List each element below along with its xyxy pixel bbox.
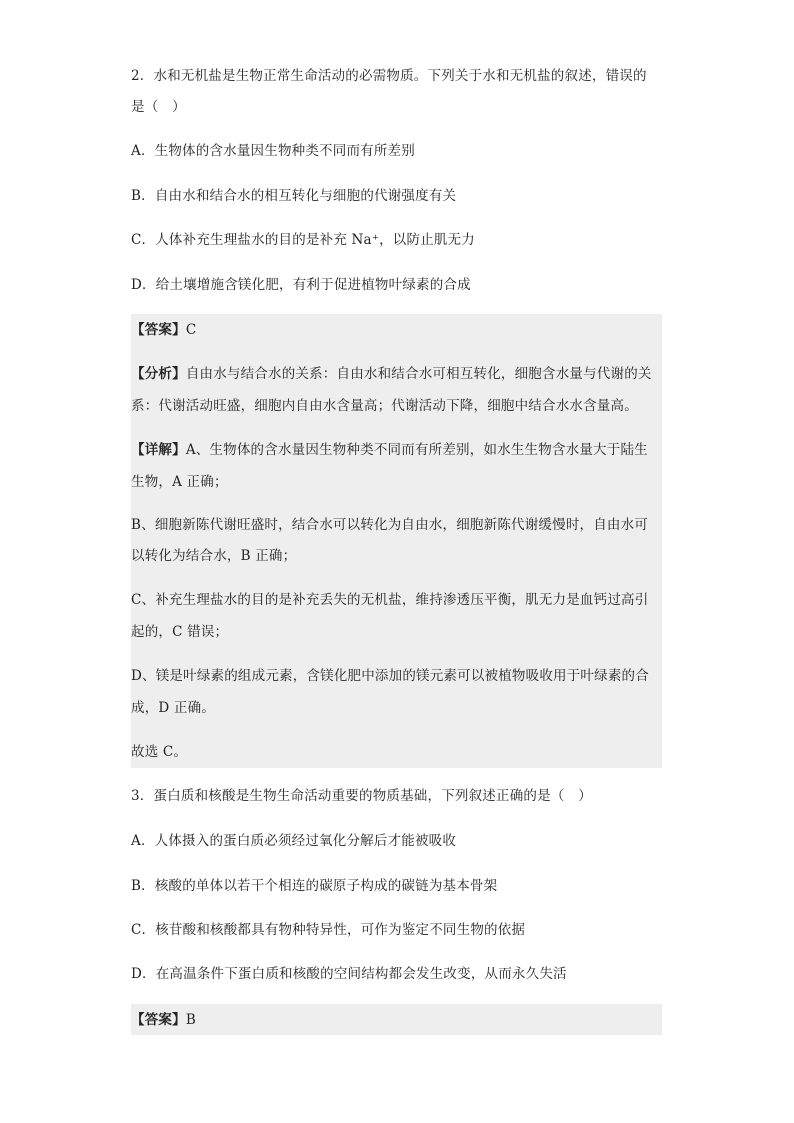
detail-text: A、生物体的含水量因生物种类不同而有所差别，如水生生物含水量大于陆生 (185, 442, 648, 458)
q2-detail-d1: D、镁是叶绿素的组成元素，含镁化肥中添加的镁元素可以被植物吸收用于叶绿素的合 (131, 668, 649, 684)
analysis-text: 自由水与结合水的关系：自由水和结合水可相互转化，细胞含水量与代谢的关 (185, 366, 652, 382)
answer-value: B (185, 1012, 196, 1028)
q2-option-a: A．生物体的含水量因生物种类不同而有所差别 (131, 143, 415, 159)
q3-option-d: D．在高温条件下蛋白质和核酸的空间结构都会发生改变，从而永久失活 (131, 966, 567, 982)
q3-option-b: B．核酸的单体以若干个相连的碳原子构成的碳链为基本骨架 (131, 878, 498, 894)
q2-detail-line1 (131, 440, 648, 460)
q2-detail-d2: 成，D 正确。 (131, 700, 216, 716)
q3-option-a: A．人体摄入的蛋白质必须经过氧化分解后才能被吸收 (131, 833, 457, 849)
q3-answer (131, 1010, 196, 1030)
q2-detail-b1: B、细胞新陈代谢旺盛时，结合水可以转化为自由水，细胞新陈代谢缓慢时，自由水可 (131, 517, 649, 533)
answer-value: C (185, 322, 197, 338)
q2-answer (131, 320, 196, 340)
q2-option-d: D．给土壤增施含镁化肥，有利于促进植物叶绿素的合成 (131, 277, 471, 293)
q2-option-c: C．人体补充生理盐水的目的是补充 Na⁺，以防止肌无力 (131, 232, 476, 248)
q2-detail-c1: C、补充生理盐水的目的是补充丢失的无机盐，维持渗透压平衡，肌无力是血钙过高引 (131, 592, 649, 608)
detail-tag: 【详解】 (131, 442, 186, 458)
q3-stem: 3．蛋白质和核酸是生物生命活动重要的物质基础，下列叙述正确的是（ ） (131, 788, 592, 804)
q2-detail-b2: 以转化为结合水，B 正确； (131, 548, 297, 564)
q3-solution-box (131, 1004, 662, 1035)
analysis-tag: 【分析】 (131, 366, 186, 382)
q3-option-c: C．核苷酸和核酸都具有物种特异性，可作为鉴定不同生物的依据 (131, 922, 526, 938)
q2-analysis-line2: 系：代谢活动旺盛，细胞内自由水含量高；代谢活动下降，细胞中结合水水含量高。 (131, 398, 638, 414)
answer-tag: 【答案】 (131, 322, 186, 338)
q2-detail-a2: 生物，A 正确； (131, 474, 228, 490)
q2-stem-line2: 是（ ） (131, 99, 186, 115)
q2-detail-c2: 起的，C 错误； (131, 624, 229, 640)
answer-tag: 【答案】 (131, 1012, 186, 1028)
q2-option-b: B．自由水和结合水的相互转化与细胞的代谢强度有关 (131, 188, 457, 204)
q2-conclusion: 故选 C。 (131, 744, 188, 760)
q2-stem-line1: 2．水和无机盐是生物正常生命活动的必需物质。下列关于水和无机盐的叙述，错误的 (131, 68, 647, 84)
q2-analysis-line1 (131, 364, 652, 384)
